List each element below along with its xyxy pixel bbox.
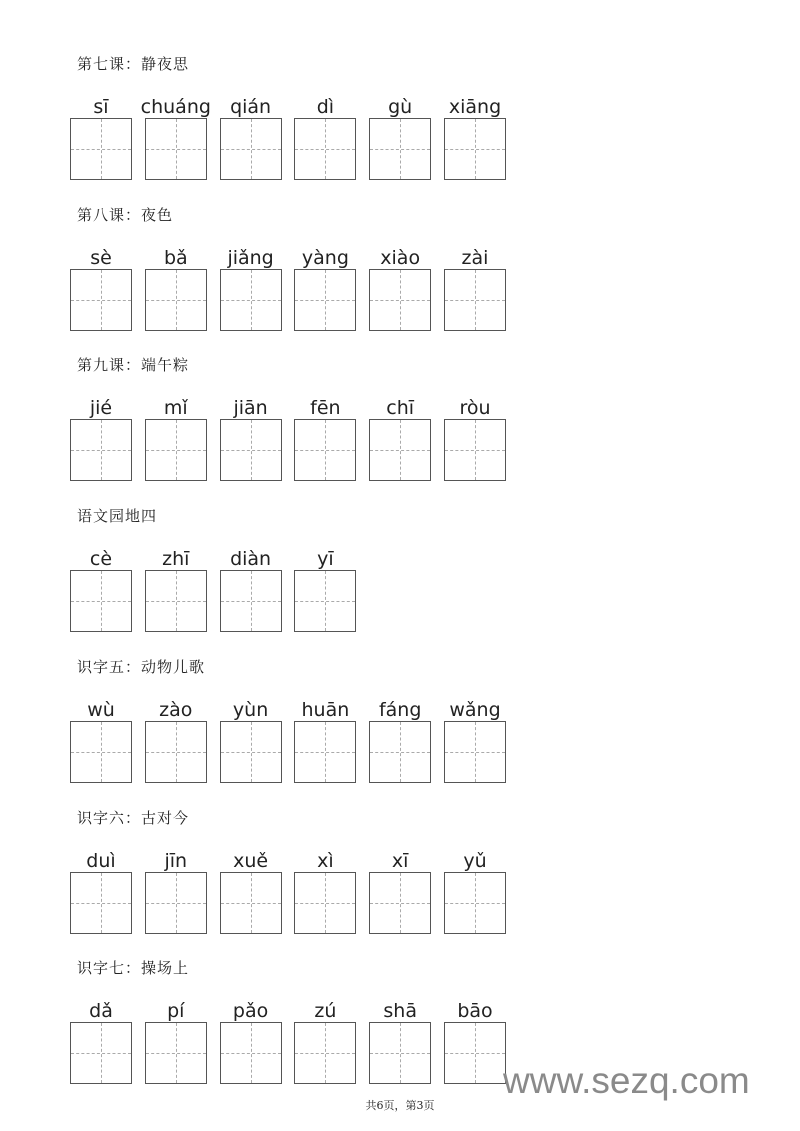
- guide-line-horizontal: [295, 752, 355, 753]
- watermark: www.sezq.com: [503, 1060, 750, 1101]
- pinyin-label: mǐ: [163, 397, 188, 420]
- guide-line-horizontal: [445, 1053, 505, 1054]
- pinyin-label: bǎ: [163, 246, 188, 269]
- pinyin-label: dǎ: [89, 1000, 113, 1023]
- pinyin-label: wù: [87, 698, 115, 721]
- tianzige-writing-box[interactable]: [369, 269, 431, 331]
- tianzige-writing-box[interactable]: [70, 872, 132, 934]
- guide-line-horizontal: [71, 752, 131, 753]
- pinyin-label: xī: [391, 849, 409, 872]
- lesson-title: 识字六：古对今: [77, 808, 190, 827]
- guide-line-horizontal: [146, 752, 206, 753]
- guide-line-horizontal: [295, 300, 355, 301]
- guide-line-horizontal: [221, 149, 281, 150]
- tianzige-writing-box[interactable]: [70, 269, 132, 331]
- guide-line-horizontal: [295, 450, 355, 451]
- pinyin-label: wǎng: [449, 698, 501, 721]
- lesson-section: [0, 205, 800, 366]
- guide-line-horizontal: [445, 752, 505, 753]
- guide-line-horizontal: [146, 450, 206, 451]
- pinyin-label: xiào: [380, 246, 421, 269]
- tianzige-writing-box[interactable]: [70, 419, 132, 481]
- tianzige-writing-box[interactable]: [369, 1022, 431, 1084]
- pinyin-label: ròu: [459, 397, 491, 420]
- tianzige-writing-box[interactable]: [145, 1022, 207, 1084]
- tianzige-writing-box[interactable]: [220, 269, 282, 331]
- pinyin-label: dì: [316, 96, 335, 118]
- pinyin-label: jīn: [164, 849, 188, 872]
- tianzige-writing-box[interactable]: [369, 721, 431, 783]
- tianzige-writing-box[interactable]: [444, 872, 506, 934]
- pinyin-label: zào: [159, 698, 193, 721]
- lesson-section: [0, 808, 800, 969]
- pinyin-label: yǔ: [463, 849, 487, 872]
- tianzige-writing-box[interactable]: [220, 721, 282, 783]
- guide-line-horizontal: [370, 450, 430, 451]
- pinyin-label: yùn: [232, 698, 269, 721]
- pinyin-label: yàng: [301, 246, 349, 269]
- pinyin-label: qián: [230, 96, 272, 118]
- lesson-title: 识字七：操场上: [77, 959, 190, 978]
- tianzige-writing-box[interactable]: [444, 419, 506, 481]
- guide-line-horizontal: [370, 300, 430, 301]
- tianzige-writing-box[interactable]: [145, 570, 207, 632]
- pinyin-label: zhī: [162, 548, 190, 571]
- tianzige-writing-box[interactable]: [220, 872, 282, 934]
- tianzige-writing-box[interactable]: [369, 419, 431, 481]
- guide-line-horizontal: [445, 300, 505, 301]
- tianzige-writing-box[interactable]: [369, 872, 431, 934]
- guide-line-horizontal: [221, 450, 281, 451]
- guide-line-horizontal: [146, 601, 206, 602]
- guide-line-horizontal: [370, 149, 430, 150]
- pinyin-label: diàn: [230, 548, 272, 571]
- tianzige-writing-box[interactable]: [70, 118, 132, 180]
- lesson-title: 第九课：端午粽: [77, 356, 190, 375]
- pinyin-label: duì: [86, 849, 116, 872]
- guide-line-horizontal: [370, 903, 430, 904]
- pinyin-label: fēn: [310, 397, 341, 420]
- tianzige-writing-box[interactable]: [145, 269, 207, 331]
- guide-line-horizontal: [221, 601, 281, 602]
- tianzige-writing-box[interactable]: [145, 721, 207, 783]
- lesson-title: 识字五：动物儿歌: [77, 657, 206, 676]
- pinyin-label: pí: [167, 1000, 185, 1023]
- guide-line-horizontal: [71, 450, 131, 451]
- tianzige-writing-box[interactable]: [294, 419, 356, 481]
- tianzige-writing-box[interactable]: [294, 269, 356, 331]
- tianzige-writing-box[interactable]: [145, 419, 207, 481]
- guide-line-horizontal: [71, 149, 131, 150]
- lesson-section: [0, 657, 800, 818]
- pinyin-label: sī: [93, 96, 109, 118]
- pinyin-label: zài: [461, 246, 489, 269]
- guide-line-horizontal: [71, 1053, 131, 1054]
- pinyin-label: xì: [317, 849, 334, 872]
- pinyin-label: jiān: [233, 397, 268, 420]
- pinyin-label: chuáng: [140, 96, 211, 118]
- guide-line-horizontal: [221, 903, 281, 904]
- pinyin-label: yī: [317, 548, 334, 571]
- lesson-title: 第八课：夜色: [77, 205, 174, 224]
- tianzige-writing-box[interactable]: [294, 872, 356, 934]
- tianzige-writing-box[interactable]: [294, 570, 356, 632]
- pinyin-label: pǎo: [232, 1000, 269, 1023]
- guide-line-horizontal: [71, 601, 131, 602]
- tianzige-writing-box[interactable]: [444, 118, 506, 180]
- pinyin-label: sè: [90, 246, 112, 269]
- tianzige-writing-box[interactable]: [70, 570, 132, 632]
- pinyin-label: cè: [89, 548, 113, 571]
- tianzige-writing-box[interactable]: [220, 570, 282, 632]
- tianzige-writing-box[interactable]: [444, 721, 506, 783]
- pinyin-label: xiāng: [448, 96, 502, 118]
- page-footer: 共6页，第3页: [365, 1099, 435, 1112]
- tianzige-writing-box[interactable]: [369, 118, 431, 180]
- pinyin-label: huān: [301, 698, 350, 721]
- tianzige-writing-box[interactable]: [294, 1022, 356, 1084]
- guide-line-horizontal: [445, 903, 505, 904]
- guide-line-horizontal: [445, 450, 505, 451]
- lesson-title: 语文园地四: [77, 507, 158, 526]
- pinyin-label: gù: [388, 96, 413, 118]
- tianzige-writing-box[interactable]: [70, 1022, 132, 1084]
- lesson-section: [0, 507, 800, 667]
- guide-line-horizontal: [71, 903, 131, 904]
- tianzige-writing-box[interactable]: [145, 118, 207, 180]
- guide-line-horizontal: [295, 601, 355, 602]
- lesson-title: 第七课：静夜思: [77, 55, 190, 73]
- tianzige-writing-box[interactable]: [220, 1022, 282, 1084]
- pinyin-label: zú: [314, 1000, 337, 1023]
- pinyin-label: bāo: [457, 1000, 493, 1023]
- guide-line-horizontal: [295, 149, 355, 150]
- pinyin-label: jiǎng: [227, 246, 274, 269]
- guide-line-horizontal: [146, 903, 206, 904]
- tianzige-writing-box[interactable]: [220, 419, 282, 481]
- guide-line-horizontal: [146, 300, 206, 301]
- tianzige-writing-box[interactable]: [220, 118, 282, 180]
- guide-line-horizontal: [445, 149, 505, 150]
- pinyin-label: shā: [383, 1000, 417, 1023]
- tianzige-writing-box[interactable]: [294, 721, 356, 783]
- guide-line-horizontal: [295, 1053, 355, 1054]
- tianzige-writing-box[interactable]: [145, 872, 207, 934]
- guide-line-horizontal: [221, 300, 281, 301]
- tianzige-writing-box[interactable]: [294, 118, 356, 180]
- guide-line-horizontal: [370, 752, 430, 753]
- guide-line-horizontal: [71, 300, 131, 301]
- lesson-section: [0, 55, 800, 215]
- tianzige-writing-box[interactable]: [444, 1022, 506, 1084]
- guide-line-horizontal: [221, 1053, 281, 1054]
- pinyin-label: jié: [89, 397, 113, 420]
- guide-line-horizontal: [295, 903, 355, 904]
- guide-line-horizontal: [146, 149, 206, 150]
- pinyin-label: fáng: [378, 698, 422, 721]
- pinyin-label: xuě: [233, 849, 269, 872]
- tianzige-writing-box[interactable]: [70, 721, 132, 783]
- tianzige-writing-box[interactable]: [444, 269, 506, 331]
- guide-line-horizontal: [221, 752, 281, 753]
- guide-line-horizontal: [146, 1053, 206, 1054]
- guide-line-horizontal: [370, 1053, 430, 1054]
- pinyin-label: chī: [386, 397, 415, 420]
- lesson-section: [0, 356, 800, 516]
